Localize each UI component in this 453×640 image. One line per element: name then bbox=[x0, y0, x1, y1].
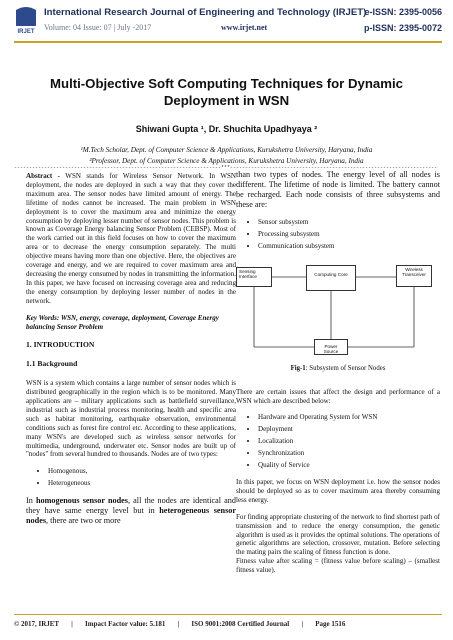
list-item: • Processing subsystem bbox=[258, 230, 440, 239]
svg-text:IRJET: IRJET bbox=[17, 29, 35, 35]
node-types-list bbox=[26, 467, 236, 488]
paper-title: Multi-Objective Soft Computing Techniques for Dynamic Deployment in WSN bbox=[50, 76, 403, 108]
abstract-text: WSN stands for Wireless Sensor Network. In WSN deployment, the nodes are deployed in such a way that they cover the maximum area. The sensor nodes have limited amount of energy. The lifetime of nodes cannot be increased. The main problem in WSN deployment is to cover the maximum area and minimize the energy consumption by deploying lesser number of sensor nodes. This problem is known as Coverage Energy balancing Sensor Problem (CEBSP). Most of the work carried out in this field focuses on how to cover the maximum area or to decrease the energy consumption separately. The multi objective means having more than one objective. Here, the objectives are coverage and energy, and we are required to cover maximum area and decreasing the energy consumed by nodes in transmitting the information. In this paper, we have focused on increasing coverage area and reducing the energy consumption by deploying lesser number of nodes in the network. bbox=[26, 172, 236, 305]
text-run: , all the nodes are identical and they have same energy level but in bbox=[26, 496, 236, 516]
term-homogenous: homogenous sensor nodes bbox=[35, 496, 128, 506]
text-run: In bbox=[26, 496, 36, 506]
fitness-paragraph: Fitness value after scaling = (fitness value before scaling) – (smallest fitness value). bbox=[236, 557, 440, 575]
issues-list bbox=[236, 413, 440, 470]
computing-core-box: Computing Core bbox=[306, 265, 356, 291]
list-item: • Deployment bbox=[258, 425, 440, 434]
journal-header bbox=[14, 6, 442, 40]
list-item: • Localization bbox=[258, 437, 440, 446]
list-item: • Communication subsystem bbox=[258, 242, 440, 251]
header-divider bbox=[14, 41, 442, 43]
focus-paragraph: In this paper, we focus on WSN deployment i.e. how the sensor nodes should be deployed so as to cover maximum area thereby consuming less energy. bbox=[236, 477, 440, 504]
sensor-node-diagram bbox=[236, 259, 432, 359]
term-heterogeneous: heterogeneous sensor nodes bbox=[26, 506, 236, 526]
caption-text: : Subsystem of Sensor Nodes bbox=[305, 364, 386, 372]
journal-website[interactable]: www.irjet.net bbox=[221, 23, 268, 32]
list-item: • Heterogeneous bbox=[48, 479, 236, 488]
section-separator: ---------------------------------------------------------------------***--------------------------------------------------------------------- bbox=[14, 165, 438, 171]
abstract-label: Abstract - bbox=[26, 172, 60, 180]
section-background: 1.1 Background bbox=[26, 359, 78, 369]
subsystems-list bbox=[236, 218, 440, 251]
section-introduction: 1. INTRODUCTION bbox=[26, 340, 95, 350]
power-source-box: Power Source bbox=[314, 339, 348, 355]
page-footer: © 2017, IRJET | Impact Factor value: 5.181 | ISO 9001:2008 Certified Journal | Page 1516 bbox=[14, 620, 346, 628]
keywords bbox=[26, 314, 236, 332]
figure-caption bbox=[236, 365, 440, 374]
caption-label: Fig-1 bbox=[290, 364, 306, 372]
keywords-label: Key Words bbox=[26, 313, 57, 322]
background-paragraph: WSN is a system which contains a large number of sensor nodes which is distributed geographically in the region which is to be monitored. Many applications are – military applications such as battlefield surveillance, industrial such as industrial process monitoring, health and specific area such as habitat monitoring, earthquake observation, environmental conditions such as forest fire control etc. According to these applications, many WSN's are developed such as wireless sensor networks for multimedia, underground, underwater etc. Sensor nodes are built up of "nodes" from several hundred to thousands. Nodes are of two types: bbox=[26, 379, 236, 459]
list-item: • Quality of Service bbox=[258, 461, 440, 470]
list-item: • Homogenous, bbox=[48, 467, 236, 476]
issues-paragraph: There are certain issues that affect the design and performance of a WSN which are described below: bbox=[236, 387, 440, 405]
right-column bbox=[236, 172, 440, 583]
affiliation-2: ²Professor, Dept. of Computer Science & Applications, Kurukshetra University, Haryana, India bbox=[89, 157, 364, 165]
irjet-logo bbox=[14, 6, 38, 36]
wireless-transceiver-box: Wireless Transceiver bbox=[396, 265, 432, 287]
paper-authors: Shiwani Gupta ¹, Dr. Shuchita Upadhyaya ² bbox=[135, 124, 318, 134]
left-column bbox=[26, 172, 236, 534]
genetic-algorithm-paragraph: For finding appropriate clustering of the network to find shortest path of transmission and to reduce the energy consumption, the genetic algorithm is used as it provides the optimal solutions. The operations of genetic algorithms are selection, crossover, mutation. Before selecting the mating pairs the scaling of fitness function is done. bbox=[236, 512, 440, 557]
sensing-interface-box: Sensing Interface bbox=[236, 267, 272, 287]
node-types-paragraph: than two types of nodes. The energy level of all nodes is different. The lifetime of node is limited. The battery cannot be recharged. Each node consists of three subsystems and these are: bbox=[236, 170, 440, 209]
list-item: • Sensor subsystem bbox=[258, 218, 440, 227]
footer-divider bbox=[14, 614, 442, 615]
text-run: , there are two or more bbox=[46, 516, 121, 526]
keywords-text: : WSN, energy, coverage, deployment, Coverage Energy balancing Sensor Problem bbox=[26, 313, 219, 331]
p-issn: p-ISSN: 2395-0072 bbox=[363, 23, 442, 33]
affiliation-1: ¹M.Tech Scholar, Dept. of Computer Science & Applications, Kurukshetra University, Haryana, India bbox=[80, 146, 373, 154]
e-issn: e-ISSN: 2395-0056 bbox=[364, 7, 442, 17]
volume-issue: Volume: 04 Issue: 07 | July -2017 bbox=[44, 23, 152, 32]
abstract bbox=[26, 172, 236, 306]
journal-name: International Research Journal of Engineering and Technology (IRJET) bbox=[44, 7, 367, 18]
homogenous-paragraph bbox=[26, 496, 236, 526]
list-item: • Hardware and Operating System for WSN bbox=[258, 413, 440, 422]
list-item: • Synchronization bbox=[258, 449, 440, 458]
